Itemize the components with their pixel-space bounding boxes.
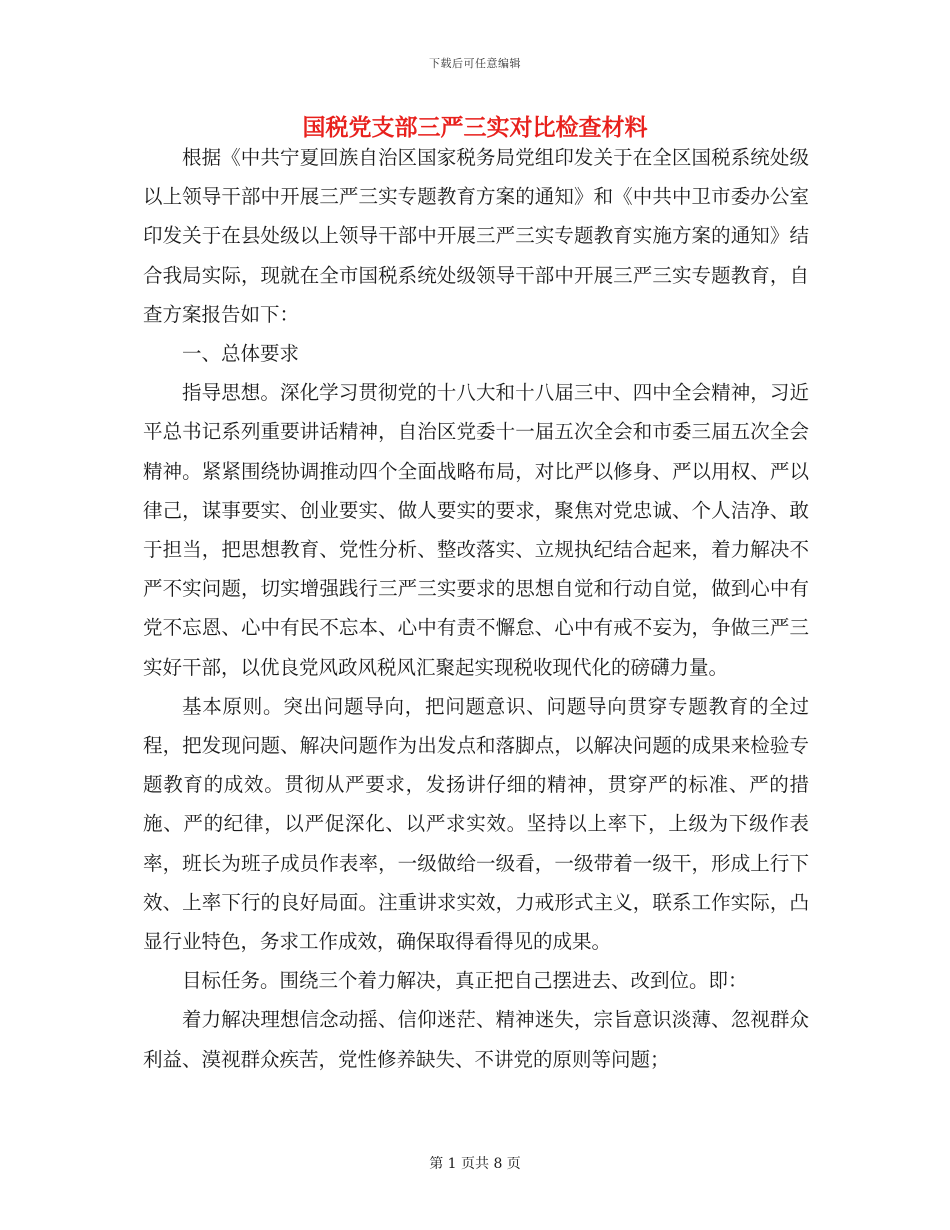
paragraph-guiding-thought: 指导思想。深化学习贯彻党的十八大和十八届三中、四中全会精神，习近平总书记系列重要讲话精神，自治区党委十一届五次全会和市委三届五次全会精神。紧紧围绕协调推动四个全面战略布局，对比严以修身、严以用权、严以律己，谋事要实、创业要实、做人要实的要求，聚焦对党忠诚、个人洁净、敢于担当，把思想教育、党性分析、整改落实、立规执纪结合起来，着力解决不严不实问题，切实增强践行三严三实要求的思想自觉和行动自觉，做到心中有党不忘恩、心中有民不忘本、心中有责不懈怠、心中有戒不妄为，争做三严三实好干部，以优良党风政风税风汇聚起实现税收现代化的磅礴力量。 [143,381,809,679]
section-heading: 一、总体要求 [182,342,300,366]
paragraph-tasks: 着力解决理想信念动摇、信仰迷茫、精神迷失，宗旨意识淡薄、忽视群众利益、漠视群众疾苦，党性修养缺失、不讲党的原则等问题； [143,1008,809,1071]
header-note: 下载后可任意编辑 [429,57,521,70]
page-number-footer: 第 1 页共 8 页 [429,1156,521,1172]
paragraph-goals: 目标任务。围绕三个着力解决，真正把自己摆进去、改到位。即： [182,969,748,993]
document-body [143,138,809,1079]
paragraph-intro: 根据《中共宁夏回族自治区国家税务局党组印发关于在全区国税系统处级以上领导干部中开展三严三实专题教育方案的通知》和《中共中卫市委办公室印发关于在县处级以上领导干部中开展三严三实专题教育实施方案的通知》结合我局实际，现就在全市国税系统处级领导干部中开展三严三实专题教育，自查方案报告如下： [143,146,809,326]
paragraph-basic-principles: 基本原则。突出问题导向，把问题意识、问题导向贯穿专题教育的全过程，把发现问题、解决问题作为出发点和落脚点，以解决问题的成果来检验专题教育的成效。贯彻从严要求，发扬讲仔细的精神，贯穿严的标准、严的措施、严的纪律，以严促深化、以严求实效。坚持以上率下，上级为下级作表率，班长为班子成员作表率，一级做给一级看，一级带着一级干，形成上行下效、上率下行的良好局面。注重讲求实效，力戒形式主义，联系工作实际，凸显行业特色，务求工作成效，确保取得看得见的成果。 [143,694,809,954]
document-title: 国税党支部三严三实对比检查材料 [302,114,648,141]
